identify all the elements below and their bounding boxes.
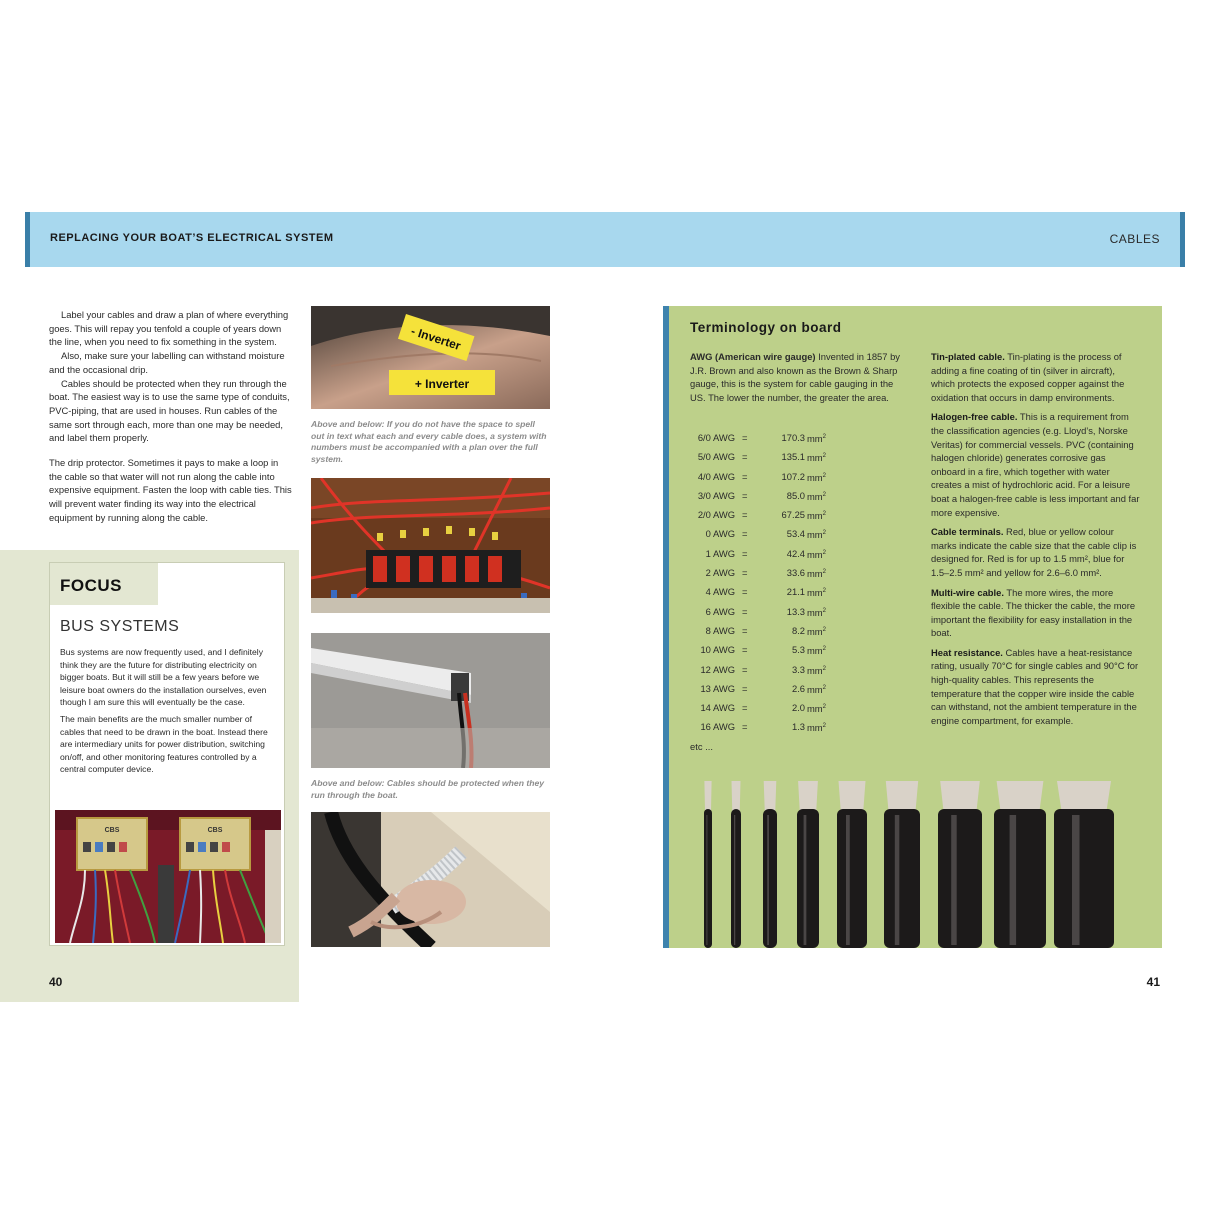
inverter-labels-photo <box>311 306 550 409</box>
awg-row <box>690 524 900 543</box>
term-text: Cables have a heat-resistance rating, usually 70°C for single cables and 90°C for high-quality cables. This represents the temperature that the copper wire inside the cable can withstand, not the ambient temperature in the engine compartment, for example. <box>931 646 1139 726</box>
cable-jacket <box>884 809 920 948</box>
awg-row <box>690 428 900 447</box>
cable-highlight <box>1072 815 1080 945</box>
awg-row <box>690 660 900 679</box>
awg-area-value: 3.3 <box>791 663 805 675</box>
focus-paragraph: The main benefits are the much smaller number of cables that need to be drawn in the boat. Instead there are intermediary units for power distribution, switching on/off, and other monitoring features controlled by a central computer device. <box>60 713 268 775</box>
book-title: REPLACING YOUR BOAT’S ELECTRICAL SYSTEM <box>50 232 334 244</box>
awg-row <box>690 505 900 524</box>
awg-row <box>690 582 900 601</box>
awg-equals: = <box>742 547 748 559</box>
awg-gauge: 8 AWG <box>705 624 735 636</box>
awg-row <box>690 467 900 486</box>
awg-unit: $mm^2$ <box>807 491 826 503</box>
awg-equals: = <box>742 721 748 733</box>
cable-jacket <box>1054 809 1114 948</box>
awg-row <box>690 679 900 698</box>
awg-area-value: 2.6 <box>791 682 805 694</box>
awg-unit: $mm^2$ <box>807 683 826 695</box>
awg-gauge: 6 AWG <box>705 605 735 617</box>
awg-row <box>690 621 900 640</box>
terminology-title: Terminology on board <box>690 320 842 335</box>
awg-gauge: 6/0 AWG <box>697 432 735 443</box>
paragraph: Label your cables and draw a plan of where everything goes. This will repay you tenfold a couple of years down the line, when you need to fix something in the system. <box>49 309 289 348</box>
minus-inverter-label: - Inverter <box>409 323 463 354</box>
focus-title: BUS SYSTEMS <box>60 618 180 635</box>
cable-highlight <box>767 815 769 945</box>
focus-text <box>60 646 278 780</box>
awg-unit: $mm^2$ <box>807 626 826 638</box>
awg-gauge: 14 AWG <box>700 702 735 714</box>
term-name: Heat resistance. <box>931 646 1003 658</box>
term-entry <box>931 525 1141 579</box>
cable-jacket <box>994 809 1046 948</box>
cable-jacket <box>938 809 982 948</box>
focus-label: FOCUS <box>60 576 122 595</box>
awg-unit: $mm^2$ <box>807 664 826 676</box>
drip-protector-paragraph: The drip protector. Sometimes it pays to make a loop in the cable so that water will not run along the cable into expensive equipment. Fasten the loop with cable ties. This will prevent water finding its way into the electrical equipment by running along the cable. <box>49 457 292 523</box>
protect-caption: Above and below: Cables should be protected when they run through the boat. <box>311 778 545 800</box>
awg-row <box>690 698 900 717</box>
awg-area-value: 85.0 <box>786 489 805 501</box>
awg-equals: = <box>742 702 748 714</box>
awg-equals: = <box>742 509 748 521</box>
awg-gauge: 3/0 AWG <box>697 489 735 501</box>
term-name: Cable terminals. <box>931 526 1004 538</box>
awg-area-value: 2.0 <box>791 702 805 714</box>
awg-unit: $mm^2$ <box>807 471 826 483</box>
section-title: CABLES <box>1109 232 1160 246</box>
awg-area-value: 135.1 <box>781 451 805 463</box>
awg-equals: = <box>742 682 748 694</box>
terminology-box <box>663 306 1162 948</box>
awg-gauge: 1 AWG <box>705 547 735 559</box>
paragraph: Cables should be protected when they run through the boat. The easiest way is to use the same type of conduits, PVC-piping, that are used in houses. Run cables of the same sort through each, more than one may be needed, and label them properly. <box>49 377 290 444</box>
awg-area-value: 33.6 <box>786 567 805 579</box>
cable-jacket <box>731 809 741 948</box>
running-header <box>25 212 1185 267</box>
term-entry <box>931 646 1141 728</box>
awg-gauge: 13 AWG <box>700 682 735 694</box>
awg-area-value: 13.3 <box>786 605 805 617</box>
term-name: Multi-wire cable. <box>931 586 1004 598</box>
awg-unit: $mm^2$ <box>807 548 826 560</box>
awg-unit: $mm^2$ <box>807 452 826 464</box>
awg-row <box>690 640 900 659</box>
cable-highlight <box>734 815 735 945</box>
focus-box <box>49 562 285 946</box>
awg-gauge: 2 AWG <box>705 567 735 579</box>
awg-equals: = <box>742 470 748 482</box>
terminology-edge <box>663 306 669 948</box>
awg-unit: $mm^2$ <box>807 529 826 541</box>
awg-gauge: 4 AWG <box>705 586 735 598</box>
cable-jacket <box>704 809 712 948</box>
cable-trunking-photo <box>311 633 550 768</box>
awg-unit: $mm^2$ <box>807 645 826 657</box>
awg-equals: = <box>742 528 748 540</box>
awg-area-value: 67.25 <box>781 509 805 521</box>
red-wiring-photo <box>311 478 550 613</box>
awg-term: AWG (American wire gauge) <box>690 351 816 362</box>
awg-area-value: 107.2 <box>781 470 805 482</box>
term-text: Red, blue or yellow colour marks indicate the cable size that the cable clip is designed for. Red is for up to 1.5 mm², blue for 1.5–2.5 mm² and yellow for 2.6–6.0 mm². <box>931 526 1137 578</box>
header-edge-right <box>1180 212 1185 267</box>
awg-equals: = <box>742 644 748 656</box>
awg-equals: = <box>742 567 748 579</box>
awg-equals: = <box>742 663 748 675</box>
awg-equals: = <box>742 605 748 617</box>
cable-highlight <box>804 815 807 945</box>
awg-gauge: 0 AWG <box>705 528 735 540</box>
term-text: Tin-plating is the process of adding a fine coating of tin (silver in aircraft), which protects the exposed copper against the oxidation that occurs in damp environments. <box>931 351 1125 403</box>
cable-jacket <box>837 809 867 948</box>
awg-area-value: 42.4 <box>786 547 805 559</box>
awg-table <box>690 428 900 756</box>
awg-unit: $mm^2$ <box>807 587 826 599</box>
term-entry <box>931 350 1141 404</box>
device-label: CBS <box>207 827 223 834</box>
cable-highlight <box>1010 815 1017 945</box>
awg-unit: $mm^2$ <box>807 606 826 618</box>
term-name: Tin-plated cable. <box>931 351 1005 362</box>
cable-highlight <box>895 815 900 945</box>
awg-row <box>690 563 900 582</box>
awg-equals: = <box>742 451 748 463</box>
conduit-photo <box>311 812 550 947</box>
awg-etc-text: etc ... <box>690 740 713 752</box>
awg-unit: $mm^2$ <box>807 703 826 715</box>
awg-equals: = <box>742 624 748 636</box>
awg-row <box>690 544 900 563</box>
paragraph: Also, make sure your labelling can withstand moisture and the occasional drip. <box>49 350 285 375</box>
cable-highlight <box>951 815 957 945</box>
page-number-left: 40 <box>49 975 63 989</box>
awg-etc <box>690 737 900 756</box>
awg-equals: = <box>742 432 748 443</box>
term-entry <box>931 586 1141 640</box>
awg-gauge: 16 AWG <box>700 721 735 733</box>
device-label: CBS <box>104 827 120 834</box>
focus-paragraph: Bus systems are now frequently used, and I definitely think they are the future for distributing electricity on bigger boats. But it will still be a few years before we leisure boat owners do the installation ourselves, even though I am sure this will eventually be the case. <box>60 647 267 708</box>
cable-highlight <box>846 815 850 945</box>
awg-intro-text: Invented in 1857 by J.R. Brown and also known as the Brown & Sharp gauge, this is the system for cable gauging in the US. The lower the number, the greater the area. <box>690 351 900 403</box>
awg-gauge: 12 AWG <box>700 663 735 675</box>
awg-gauge: 5/0 AWG <box>697 451 735 463</box>
awg-equals: = <box>742 586 748 598</box>
awg-equals: = <box>742 489 748 501</box>
awg-row <box>690 717 900 736</box>
header-edge-left <box>25 212 30 267</box>
awg-area-value: 170.3 <box>781 432 805 443</box>
awg-area-value: 1.3 <box>791 721 805 733</box>
awg-gauge: 4/0 AWG <box>697 470 735 482</box>
term-text: This is a requirement from the classification agencies (e.g. Lloyd’s, Norske Veritas) for commercial vessels. PVC (containing halogen chloride) generates corrosive gas onboard in a fire, which together with water creates a mist of hydrochloric acid. For a leisure boat a halogen-free cable is less important and far more expensive. <box>931 411 1140 518</box>
awg-row <box>690 602 900 621</box>
cable-jacket <box>763 809 777 948</box>
term-text: The more wires, the more flexible the cable. The thicker the cable, the more important the flexibility for easy installation in the boat. <box>931 586 1136 639</box>
term-name: Halogen-free cable. <box>931 411 1018 423</box>
cable-highlight <box>706 815 707 945</box>
awg-row <box>690 447 900 466</box>
plus-inverter-label: + Inverter <box>414 377 470 391</box>
bus-system-photo <box>55 810 281 943</box>
labels-caption: Above and below: If you do not have the space to spell out in text what each and every cable does, a system with numbers must be accompanied with a plan over the full system. <box>311 419 547 464</box>
awg-area-value: 5.3 <box>791 644 805 656</box>
awg-area-value: 53.4 <box>786 528 805 540</box>
awg-unit: $mm^2$ <box>807 510 826 522</box>
page-number-right: 41 <box>1146 975 1160 989</box>
terminology-entries <box>931 350 1141 733</box>
awg-area-value: 8.2 <box>791 624 805 636</box>
awg-intro <box>690 350 900 404</box>
cable-jacket <box>797 809 819 948</box>
awg-gauge: 2/0 AWG <box>697 509 735 521</box>
awg-unit: $mm^2$ <box>807 433 826 445</box>
awg-gauge: 10 AWG <box>700 644 735 656</box>
term-entry <box>931 410 1141 519</box>
awg-area-value: 21.1 <box>786 586 805 598</box>
awg-row <box>690 486 900 505</box>
cable-samples-illustration <box>690 781 1150 948</box>
awg-unit: $mm^2$ <box>807 568 826 580</box>
awg-unit: $mm^2$ <box>807 722 826 734</box>
left-body-text <box>49 308 292 525</box>
